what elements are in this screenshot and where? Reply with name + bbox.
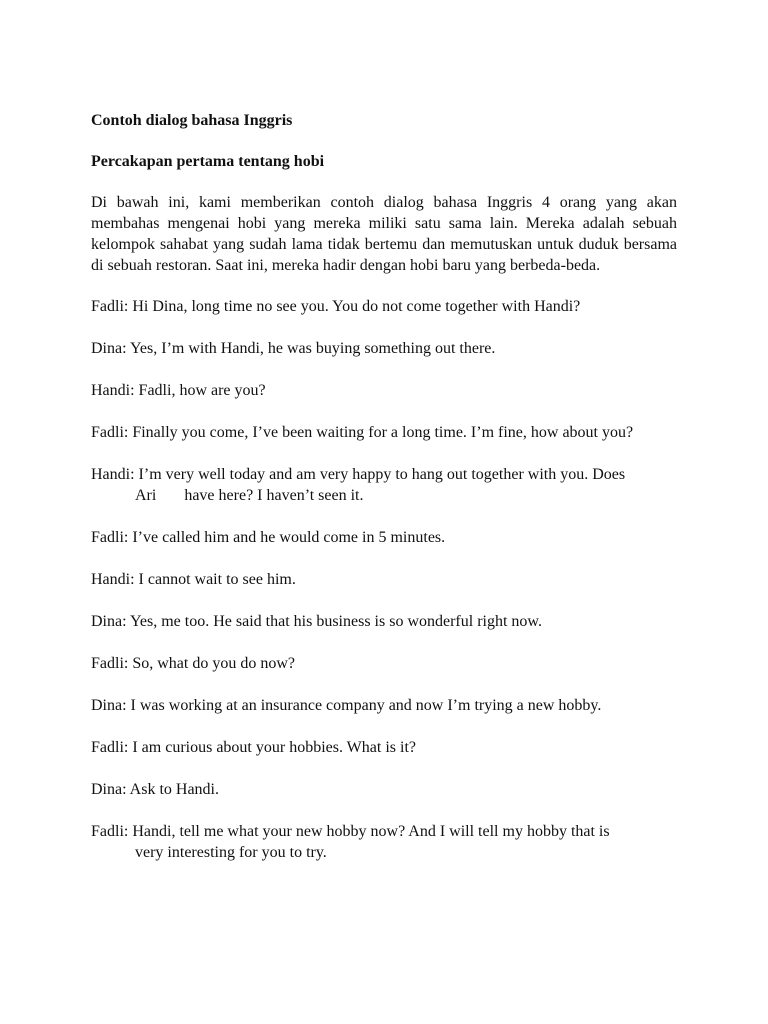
intro-paragraph: Di bawah ini, kami memberikan contoh dialog bahasa Inggris 4 orang yang akan membahas mengenai hobi yang mereka miliki satu sama lain. Mereka adalah sebuah kelompok sahabat yang sudah lama tidak bertemu dan memutuskan untuk duduk bersama di sebuah restoran. Saat ini, mereka hadir dengan hobi baru yang berbeda-beda. [91, 194, 677, 274]
dialog-line: Dina: I was working at an insurance company and now I’m trying a new hobby. [91, 697, 602, 714]
dialog-line: Fadli: Finally you come, I’ve been waiting for a long time. I’m fine, how about you? [91, 424, 634, 441]
dialog-line-first: Handi: I’m very well today and am very happy to hang out together with you. Does [91, 466, 626, 483]
dialog-line: Fadli: I’ve called him and he would come in 5 minutes. [91, 529, 446, 546]
dialog-line-cont-a: Ari [135, 487, 157, 504]
dialog-line: Fadli: I am curious about your hobbies. What is it? [91, 739, 416, 756]
dialog-line: Dina: Yes, I’m with Handi, he was buying something out there. [91, 340, 496, 357]
document-subtitle: Percakapan pertama tentang hobi [91, 153, 325, 170]
dialog-line: Handi: I cannot wait to see him. [91, 571, 296, 588]
dialog-line: Dina: Ask to Handi. [91, 781, 219, 798]
document-page [91, 110, 677, 884]
dialog-line-cont-b: have here? I haven’t seen it. [184, 487, 364, 504]
dialog-line: Fadli: So, what do you do now? [91, 655, 295, 672]
dialog-line: Fadli: Hi Dina, long time no see you. You do not come together with Handi? [91, 298, 581, 315]
document-title: Contoh dialog bahasa Inggris [91, 112, 293, 129]
dialog-line [91, 821, 677, 863]
dialog-line: Dina: Yes, me too. He said that his business is so wonderful right now. [91, 613, 542, 630]
dialog-line: Handi: Fadli, how are you? [91, 382, 266, 399]
dialog-line-continuation: very interesting for you to try. [135, 844, 327, 861]
dialog-line-first: Fadli: Handi, tell me what your new hobby now? And I will tell my hobby that is [91, 823, 610, 840]
dialog-line-continuation [91, 485, 677, 506]
dialog-line [91, 464, 677, 506]
